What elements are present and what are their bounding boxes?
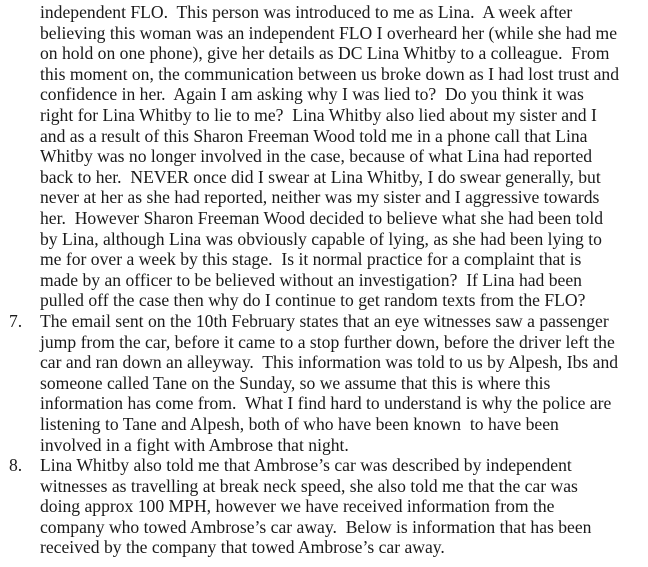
text-line: made by an officer to be believed without an investigation? If Lina had been — [40, 269, 582, 290]
text-line: this moment on, the communication between us broke down as I had lost trust and — [40, 63, 620, 84]
text-line: Lina Whitby also told me that Ambrose’s car was described by independent — [40, 455, 572, 475]
list-number-8: 8. — [9, 455, 23, 475]
text-line: doing approx 100 MPH, however we have received information from the — [40, 496, 555, 517]
text-line: someone called Tane on the Sunday, so we assume that this is where this — [40, 372, 551, 393]
text-line: right for Lina Whitby to lie to me? Lina Whitby also lied about my sister and I — [40, 104, 597, 125]
text-line: jump from the car, before it came to a stop further down, before the driver left the — [40, 331, 615, 352]
text-line: car and ran down an alleyway. This information was told to us by Alpesh, Ibs and — [40, 352, 619, 373]
text-line: information has come from. What I find hard to understand is why the police are — [40, 393, 612, 414]
text-line: independent FLO. This person was introduced to me as Lina. A week after — [40, 2, 573, 22]
text-line: The email sent on the 10th February states that an eye witnesses saw a passenger — [40, 311, 609, 331]
text-line: Whitby was no longer involved in the case, because of what Lina had reported — [40, 146, 593, 167]
continuation-paragraph — [40, 2, 648, 311]
text-line: received by the company that towed Ambrose’s car away. — [40, 537, 445, 558]
text-line: and as a result of this Sharon Freeman Wood told me in a phone call that Lina — [40, 125, 588, 146]
list-item-7 — [40, 311, 648, 455]
text-line: confidence in her. Again I am asking why I was lied to? Do you think it was — [40, 84, 584, 105]
text-line: witnesses as travelling at break neck speed, she also told me that the car was — [40, 475, 578, 496]
text-line: company who towed Ambrose’s car away. Below is information that has been — [40, 516, 592, 537]
text-line: her. However Sharon Freeman Wood decided to believe what she had been told — [40, 207, 604, 228]
text-line: by Lina, although Lina was obviously capable of lying, as she had been lying to — [40, 228, 602, 249]
list-item-8 — [40, 455, 648, 558]
text-line: listening to Tane and Alpesh, both of who have been known to have been — [40, 413, 559, 434]
text-line: back to her. NEVER once did I swear at Lina Whitby, I do swear generally, but — [40, 166, 601, 187]
text-line: me for over a week by this stage. Is it normal practice for a complaint that is — [40, 249, 582, 270]
text-line: involved in a fight with Ambrose that night. — [40, 434, 349, 455]
text-line: never at her as she had reported, neither was my sister and I aggressive towards — [40, 187, 600, 208]
text-line: on hold on one phone), give her details as DC Lina Whitby to a colleague. From — [40, 43, 610, 64]
text-line: believing this woman was an independent FLO I overheard her (while she had me — [40, 22, 618, 43]
list-number-7: 7. — [9, 311, 23, 331]
text-line: pulled off the case then why do I continue to get random texts from the FLO? — [40, 290, 586, 311]
